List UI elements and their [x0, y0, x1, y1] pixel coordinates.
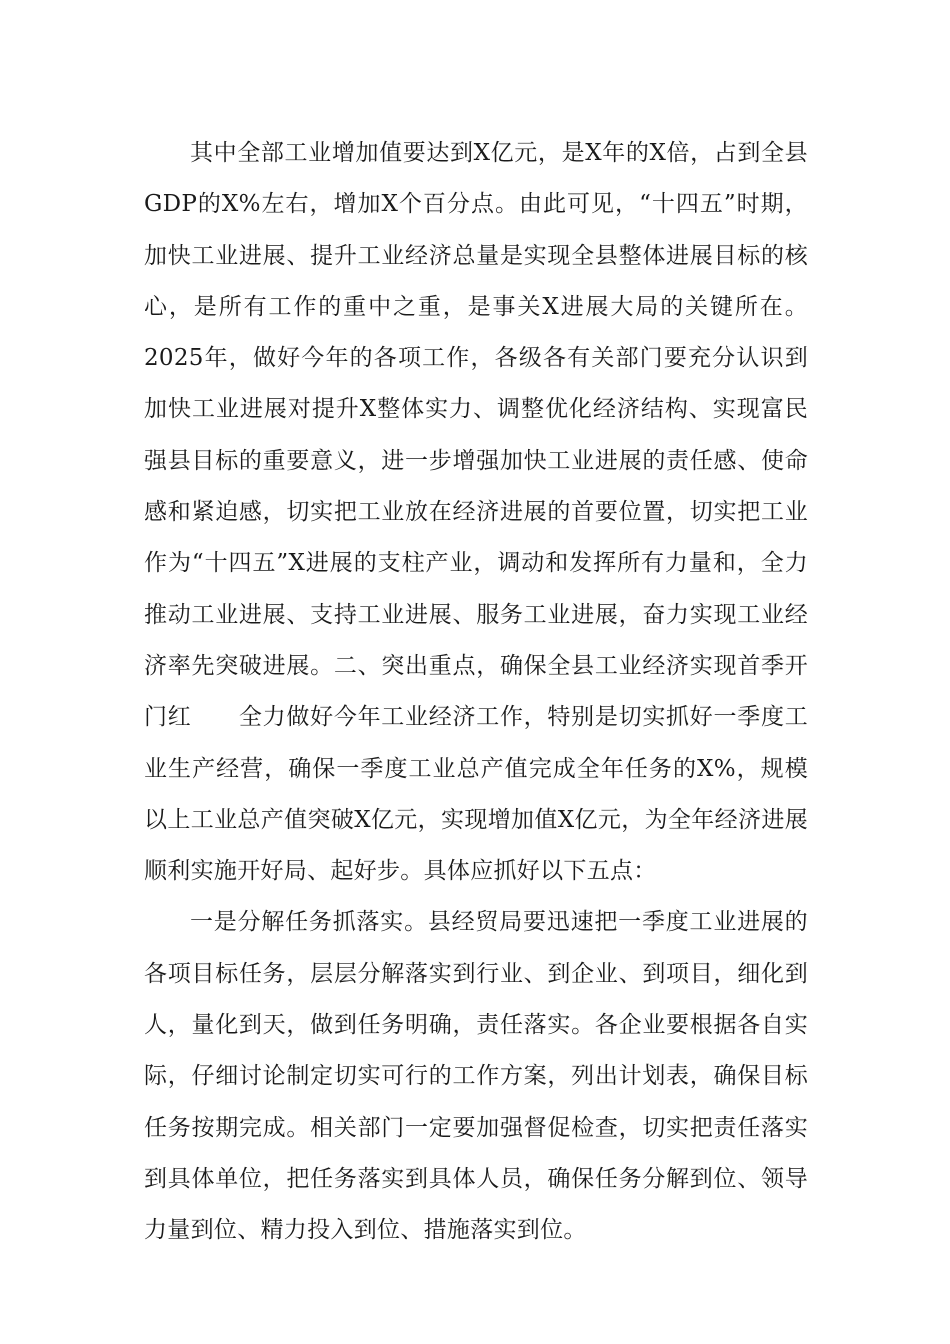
paragraph-task-breakdown: 一是分解任务抓落实。县经贸局要迅速把一季度工业进展的各项目标任务，层层分解落实到行业、到企业、到项目，细化到人，量化到天，做到任务明确，责任落实。各企业要根据各自实际，仔细讨论制定切实可行的工作方案，列出计划表，确保目标任务按期完成。相关部门一定要加强督促检查，切实把责任落实到具体单位，把任务落实到具体人员，确保任务分解到位、领导力量到位、精力投入到位、措施落实到位。 — [144, 909, 808, 1244]
document-body — [144, 128, 808, 1257]
paragraph-industrial-goals: 其中全部工业增加值要达到X亿元，是X年的X倍，占到全县GDP的X%左右，增加X个百分点。由此可见，“十四五”时期，加快工业进展、提升工业经济总量是实现全县整体进展目标的核心，是所有工作的重中之重，是事关X进展大局的关键所在。2025年，做好今年的各项工作，各级各有关部门要充分认识到加快工业进展对提升X整体实力、调整优化经济结构、实现富民强县目标的重要意义，进一步增强加快工业进展的责任感、使命感和紧迫感，切实把工业放在经济进展的首要位置，切实把工业作为“十四五”X进展的支柱产业，调动和发挥所有力量和，全力推动工业进展、支持工业进展、服务工业进展，奋力实现工业经济率先突破进展。二、突出重点，确保全县工业经济实现首季开门红 全力做好今年工业经济工作，特别是切实抓好一季度工业生产经营，确保一季度工业总产值完成全年任务的X%，规模以上工业总产值突破X亿元，实现增加值X亿元，为全年经济进展顺利实施开好局、起好步。具体应抓好以下五点： — [144, 140, 808, 885]
